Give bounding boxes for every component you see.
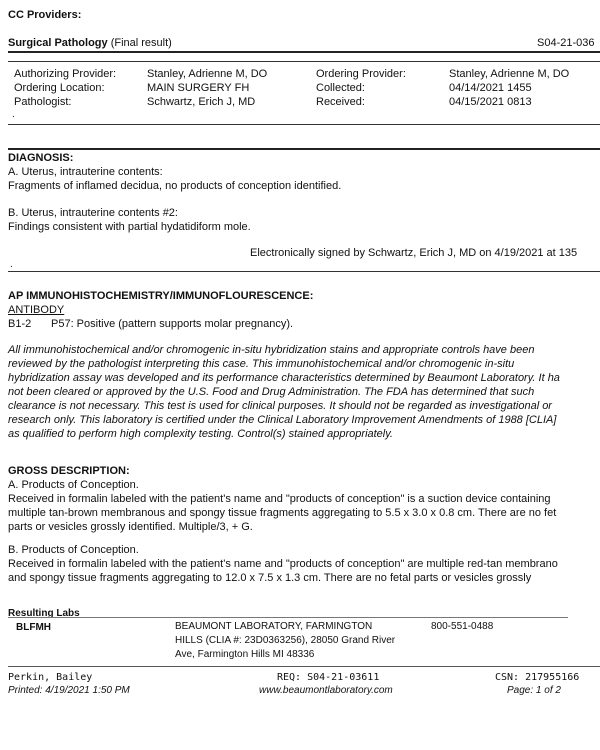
received-label: Received:: [316, 96, 365, 108]
gross-a-line: Received in formalin labeled with the patient's name and "products of conception" is a suction device containing: [8, 493, 551, 505]
lab-code: BLFMH: [16, 622, 51, 633]
ihc-heading: AP IMMUNOHISTOCHEMISTRY/IMMUNOFLOURESCENCE:: [8, 290, 314, 302]
received-value: 04/15/2021 0813: [449, 96, 532, 108]
authorizing-provider-value: Stanley, Adrienne M, DO: [147, 68, 268, 80]
diagnosis-a-text: Fragments of inflamed decidua, no products of conception identified.: [8, 180, 342, 192]
info-bottom-border: [8, 124, 600, 125]
ordering-location-value: MAIN SURGERY FH: [147, 82, 250, 94]
gross-a-title: A. Products of Conception.: [8, 479, 139, 491]
electronic-signature: Electronically signed by Schwartz, Erich J, MD on 4/19/2021 at 135: [250, 247, 578, 259]
diagnosis-a-title: A. Uterus, intrauterine contents:: [8, 166, 163, 178]
gross-a-text: [8, 492, 600, 534]
ihc-result-text: P57: Positive (pattern supports molar pregnancy).: [51, 318, 294, 330]
collected-value: 04/14/2021 1455: [449, 82, 532, 94]
ihc-disclaimer-line: reviewed by the pathologist interpreting this case. This immunohistochemical and/or chromogenic in-situ: [8, 358, 515, 370]
ihc-disclaimer-line: clearance is not necessary. This test is used for clinical purposes. It should not be regarded as investigational or: [8, 400, 552, 412]
footer-website: www.beaumontlaboratory.com: [259, 685, 393, 696]
gross-b-line: and spongy tissue fragments aggregating to 12.0 x 7.5 x 1.3 cm. There are no fetal parts or vesicles grossly: [8, 572, 532, 584]
gross-b-text: [8, 557, 600, 585]
signature-dot-marker: .: [10, 259, 13, 270]
diagnosis-divider: [8, 148, 600, 150]
diagnosis-b-text: Findings consistent with partial hydatidiform mole.: [8, 221, 251, 233]
lab-name-address: [175, 620, 395, 662]
report-id: S04-21-036: [537, 37, 595, 49]
labs-divider: [8, 617, 568, 618]
footer-divider: [8, 666, 600, 667]
ihc-disclaimer: [8, 343, 600, 441]
collected-label: Collected:: [316, 82, 365, 94]
ihc-disclaimer-line: as qualified to perform high complexity testing. Control(s) stained appropriately.: [8, 428, 393, 440]
footer-printed-date: Printed: 4/19/2021 1:50 PM: [8, 685, 130, 696]
gross-a-line: multiple tan-brown membranous and spongy tissue fragments aggregating to 5.5 x 3.0 x 0.8 cm. There are no fet: [8, 507, 557, 519]
ihc-divider: [8, 271, 600, 272]
gross-heading: GROSS DESCRIPTION:: [8, 465, 130, 477]
antibody-label: ANTIBODY: [8, 304, 65, 316]
header-divider: [8, 51, 600, 53]
cc-providers-heading: CC Providers:: [8, 9, 82, 21]
pathologist-value: Schwartz, Erich J, MD: [147, 96, 256, 108]
diagnosis-heading: DIAGNOSIS:: [8, 152, 74, 164]
footer-req-number: REQ: S04-21-03611: [277, 672, 380, 683]
report-title-line: [8, 36, 172, 50]
report-status: (Final result): [107, 37, 172, 49]
report-title: Surgical Pathology: [8, 37, 108, 49]
gross-b-title: B. Products of Conception.: [8, 544, 139, 556]
ihc-disclaimer-line: hybridization assay was developed and its performance characteristics determined by Beaumont Laboratory. It ha: [8, 372, 560, 384]
ordering-location-label: Ordering Location:: [14, 82, 105, 94]
lab-address-line: BEAUMONT LABORATORY, FARMINGTON: [175, 621, 373, 632]
footer-patient-name: Perkin, Bailey: [8, 672, 93, 683]
lab-address-line: Ave, Farmington Hills MI 48336: [175, 649, 315, 660]
diagnosis-b-title: B. Uterus, intrauterine contents #2:: [8, 207, 178, 219]
ordering-provider-label: Ordering Provider:: [316, 68, 406, 80]
pathologist-label: Pathologist:: [14, 96, 72, 108]
ordering-provider-value: Stanley, Adrienne M, DO: [449, 68, 570, 80]
info-dot-marker: .: [12, 109, 15, 120]
footer-csn: CSN: 217955166: [495, 672, 580, 683]
gross-b-line: Received in formalin labeled with the patient's name and "products of conception" are multiple red-tan membrano: [8, 558, 558, 570]
gross-a-line: parts or vesicles grossly identified. Multiple/3, + G.: [8, 521, 253, 533]
authorizing-provider-label: Authorizing Provider:: [14, 68, 117, 80]
ihc-disclaimer-line: not been cleared or approved by the U.S. Food and Drug Administration. The FDA has determined that such: [8, 386, 535, 398]
ihc-disclaimer-line: All immunohistochemical and/or chromogenic in-situ hybridization stains and appropriate controls have been: [8, 344, 535, 356]
footer-page-number: Page: 1 of 2: [507, 685, 561, 696]
lab-phone: 800-551-0488: [431, 621, 494, 632]
lab-address-line: HILLS (CLIA #: 23D0363256), 28050 Grand River: [175, 635, 396, 646]
ihc-result-block: B1-2: [8, 318, 32, 330]
ihc-disclaimer-line: research only. This laboratory is certified under the Clinical Laboratory Improvement Amendments of 1988 [CLIA]: [8, 414, 557, 426]
info-top-border: [8, 61, 600, 62]
resulting-labs-heading: Resulting Labs: [8, 608, 80, 619]
